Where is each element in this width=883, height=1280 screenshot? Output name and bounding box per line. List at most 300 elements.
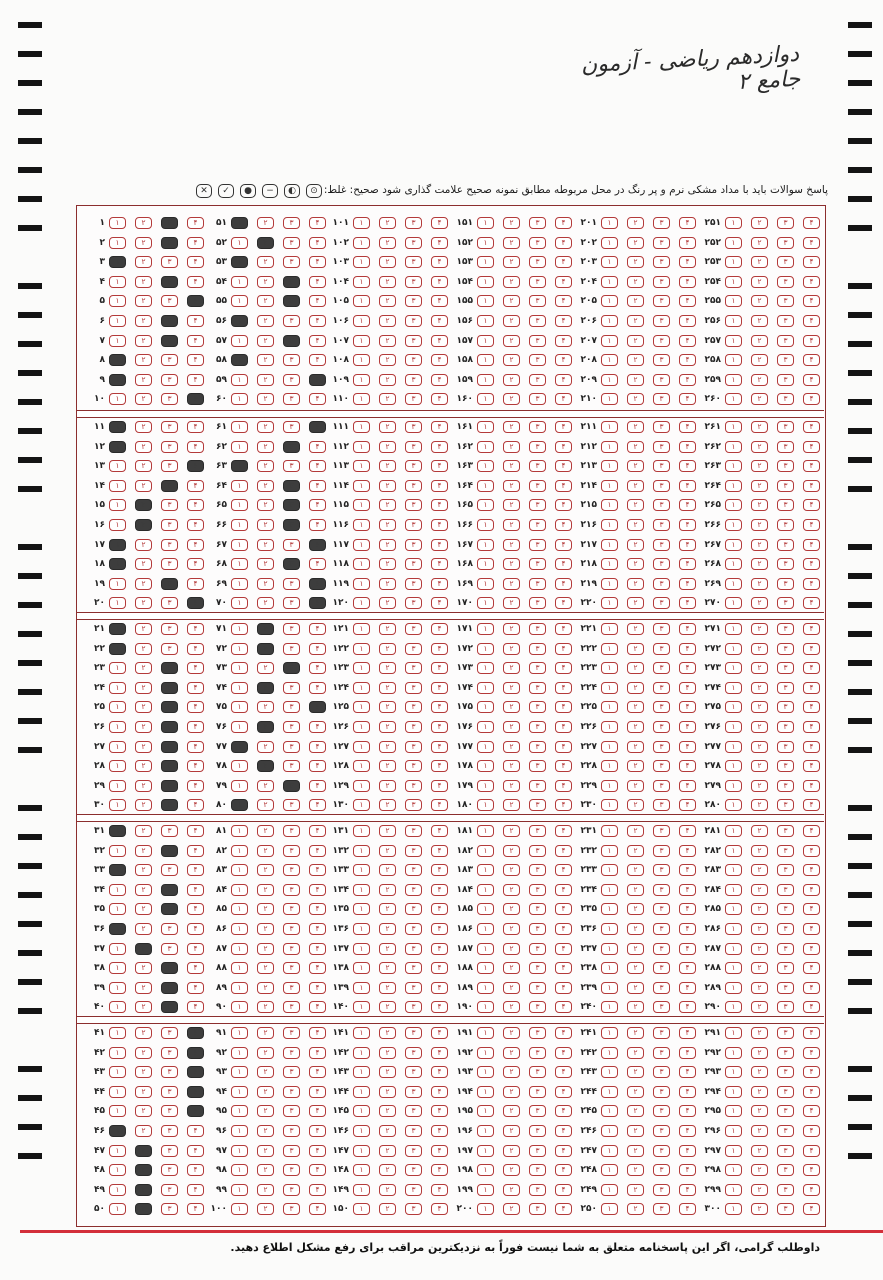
answer-bubble[interactable]: ۳ — [653, 1184, 670, 1196]
answer-bubble[interactable]: ۴ — [187, 374, 204, 386]
answer-bubble[interactable]: ۲ — [379, 578, 396, 590]
answer-bubble[interactable]: ۲ — [751, 519, 768, 531]
answer-bubble[interactable]: ۱ — [231, 597, 248, 609]
answer-bubble[interactable]: ۲ — [257, 760, 274, 772]
answer-bubble[interactable]: ۴ — [187, 643, 204, 655]
answer-bubble[interactable]: ۴ — [187, 982, 204, 994]
answer-bubble[interactable]: ۴ — [431, 315, 448, 327]
answer-bubble[interactable]: ۲ — [257, 393, 274, 405]
answer-bubble[interactable]: ۲ — [135, 1066, 152, 1078]
answer-bubble[interactable]: ۳ — [283, 315, 300, 327]
answer-bubble[interactable]: ۳ — [161, 1027, 178, 1039]
answer-bubble[interactable]: ۳ — [161, 623, 178, 635]
answer-bubble[interactable]: ۴ — [431, 1125, 448, 1137]
answer-bubble[interactable]: ۱ — [601, 1086, 618, 1098]
answer-bubble[interactable]: ۴ — [803, 539, 820, 551]
answer-bubble[interactable]: ۲ — [503, 682, 520, 694]
answer-bubble[interactable]: ۳ — [405, 335, 422, 347]
answer-bubble[interactable]: ۱ — [477, 374, 494, 386]
answer-bubble[interactable]: ۴ — [803, 578, 820, 590]
answer-bubble[interactable]: ۱ — [725, 539, 742, 551]
answer-bubble[interactable]: ۴ — [555, 903, 572, 915]
answer-bubble[interactable]: ۳ — [653, 539, 670, 551]
answer-bubble[interactable]: ۱ — [353, 335, 370, 347]
answer-bubble[interactable]: ۱ — [601, 374, 618, 386]
answer-bubble[interactable]: ۲ — [379, 558, 396, 570]
answer-bubble[interactable]: ۳ — [653, 943, 670, 955]
answer-bubble[interactable]: ۲ — [379, 903, 396, 915]
answer-bubble[interactable]: ۱ — [231, 780, 248, 792]
answer-bubble[interactable]: ۱ — [725, 864, 742, 876]
answer-bubble[interactable]: ۲ — [379, 1001, 396, 1013]
answer-bubble[interactable]: ۲ — [135, 315, 152, 327]
answer-bubble[interactable]: ۴ — [803, 962, 820, 974]
answer-bubble[interactable]: ۱ — [109, 884, 126, 896]
answer-bubble[interactable]: ۳ — [283, 982, 300, 994]
answer-bubble[interactable]: ۴ — [679, 643, 696, 655]
answer-bubble[interactable]: ۴ — [431, 1184, 448, 1196]
answer-bubble[interactable]: ۲ — [503, 1105, 520, 1117]
answer-bubble[interactable]: ۳ — [283, 374, 300, 386]
answer-bubble[interactable]: ۴ — [187, 623, 204, 635]
answer-bubble[interactable]: ۱ — [353, 393, 370, 405]
answer-bubble[interactable]: ۳ — [405, 393, 422, 405]
answer-bubble[interactable]: ۲ — [503, 295, 520, 307]
answer-bubble[interactable]: ۳ — [283, 1047, 300, 1059]
answer-bubble[interactable]: ۲ — [751, 480, 768, 492]
answer-bubble[interactable]: ۲ — [751, 1066, 768, 1078]
answer-bubble[interactable]: ۴ — [187, 539, 204, 551]
answer-bubble[interactable]: ۳ — [653, 421, 670, 433]
answer-bubble[interactable]: ۳ — [653, 374, 670, 386]
answer-bubble[interactable]: ۲ — [135, 1145, 152, 1157]
answer-bubble[interactable]: ۴ — [803, 1066, 820, 1078]
answer-bubble[interactable]: ۴ — [679, 335, 696, 347]
answer-bubble[interactable]: ۴ — [555, 799, 572, 811]
answer-bubble[interactable]: ۳ — [405, 682, 422, 694]
answer-bubble[interactable]: ۲ — [751, 682, 768, 694]
answer-bubble[interactable]: ۱ — [725, 741, 742, 753]
answer-bubble[interactable]: ۱ — [477, 441, 494, 453]
answer-bubble[interactable]: ۲ — [751, 335, 768, 347]
answer-bubble[interactable]: ۱ — [601, 237, 618, 249]
answer-bubble[interactable]: ۲ — [751, 1001, 768, 1013]
answer-bubble[interactable]: ۳ — [161, 256, 178, 268]
answer-bubble[interactable]: ۱ — [231, 903, 248, 915]
answer-bubble[interactable]: ۲ — [257, 1066, 274, 1078]
answer-bubble[interactable]: ۳ — [777, 799, 794, 811]
answer-bubble[interactable]: ۲ — [257, 374, 274, 386]
answer-bubble[interactable]: ۱ — [109, 864, 126, 876]
answer-bubble[interactable]: ۳ — [529, 1001, 546, 1013]
answer-bubble[interactable]: ۳ — [283, 354, 300, 366]
answer-bubble[interactable]: ۳ — [653, 962, 670, 974]
answer-bubble[interactable]: ۴ — [803, 1047, 820, 1059]
answer-bubble[interactable]: ۲ — [257, 662, 274, 674]
answer-bubble[interactable]: ۳ — [405, 643, 422, 655]
answer-bubble[interactable]: ۲ — [627, 1164, 644, 1176]
answer-bubble[interactable]: ۱ — [109, 760, 126, 772]
answer-bubble[interactable]: ۴ — [555, 1125, 572, 1137]
answer-bubble[interactable]: ۱ — [601, 1001, 618, 1013]
answer-bubble[interactable]: ۲ — [627, 499, 644, 511]
answer-bubble[interactable]: ۲ — [503, 421, 520, 433]
answer-bubble[interactable]: ۴ — [187, 799, 204, 811]
answer-bubble[interactable]: ۲ — [627, 217, 644, 229]
answer-bubble[interactable]: ۱ — [477, 1164, 494, 1176]
answer-bubble[interactable]: ۱ — [353, 374, 370, 386]
answer-bubble[interactable]: ۴ — [555, 1086, 572, 1098]
answer-bubble[interactable]: ۱ — [231, 1066, 248, 1078]
answer-bubble[interactable]: ۲ — [257, 597, 274, 609]
answer-bubble[interactable]: ۲ — [503, 799, 520, 811]
answer-bubble[interactable]: ۱ — [477, 539, 494, 551]
answer-bubble[interactable]: ۲ — [627, 1066, 644, 1078]
answer-bubble[interactable]: ۱ — [477, 558, 494, 570]
answer-bubble[interactable]: ۳ — [283, 441, 300, 453]
answer-bubble[interactable]: ۱ — [231, 760, 248, 772]
answer-bubble[interactable]: ۲ — [257, 903, 274, 915]
answer-bubble[interactable]: ۱ — [725, 903, 742, 915]
answer-bubble[interactable]: ۳ — [283, 1105, 300, 1117]
answer-bubble[interactable]: ۱ — [231, 539, 248, 551]
answer-bubble[interactable]: ۴ — [803, 276, 820, 288]
answer-bubble[interactable]: ۳ — [405, 597, 422, 609]
answer-bubble[interactable]: ۳ — [161, 460, 178, 472]
answer-bubble[interactable]: ۴ — [309, 962, 326, 974]
answer-bubble[interactable]: ۲ — [751, 1203, 768, 1215]
answer-bubble[interactable]: ۱ — [725, 845, 742, 857]
answer-bubble[interactable]: ۲ — [257, 519, 274, 531]
answer-bubble[interactable]: ۳ — [161, 682, 178, 694]
answer-bubble[interactable]: ۲ — [503, 597, 520, 609]
answer-bubble[interactable]: ۱ — [477, 276, 494, 288]
answer-bubble[interactable]: ۲ — [627, 962, 644, 974]
answer-bubble[interactable]: ۴ — [679, 923, 696, 935]
answer-bubble[interactable]: ۲ — [751, 1184, 768, 1196]
answer-bubble[interactable]: ۱ — [353, 315, 370, 327]
answer-bubble[interactable]: ۱ — [725, 1066, 742, 1078]
answer-bubble[interactable]: ۱ — [231, 1001, 248, 1013]
answer-bubble[interactable]: ۲ — [503, 903, 520, 915]
answer-bubble[interactable]: ۲ — [257, 1164, 274, 1176]
answer-bubble[interactable]: ۴ — [431, 217, 448, 229]
answer-bubble[interactable]: ۴ — [679, 741, 696, 753]
answer-bubble[interactable]: ۱ — [109, 845, 126, 857]
answer-bubble[interactable]: ۴ — [309, 499, 326, 511]
answer-bubble[interactable]: ۴ — [679, 295, 696, 307]
answer-bubble[interactable]: ۱ — [725, 1145, 742, 1157]
answer-bubble[interactable]: ۱ — [353, 799, 370, 811]
answer-bubble[interactable]: ۴ — [803, 393, 820, 405]
answer-bubble[interactable]: ۳ — [161, 295, 178, 307]
answer-bubble[interactable]: ۴ — [187, 962, 204, 974]
answer-bubble[interactable]: ۳ — [405, 519, 422, 531]
answer-bubble[interactable]: ۱ — [109, 539, 126, 551]
answer-bubble[interactable]: ۲ — [751, 276, 768, 288]
answer-bubble[interactable]: ۴ — [309, 662, 326, 674]
answer-bubble[interactable]: ۲ — [751, 597, 768, 609]
answer-bubble[interactable]: ۱ — [353, 623, 370, 635]
answer-bubble[interactable]: ۱ — [725, 237, 742, 249]
answer-bubble[interactable]: ۴ — [555, 962, 572, 974]
answer-bubble[interactable]: ۲ — [751, 421, 768, 433]
answer-bubble[interactable]: ۳ — [161, 578, 178, 590]
answer-bubble[interactable]: ۳ — [283, 962, 300, 974]
answer-bubble[interactable]: ۲ — [503, 1027, 520, 1039]
answer-bubble[interactable]: ۱ — [353, 1001, 370, 1013]
answer-bubble[interactable]: ۴ — [679, 1164, 696, 1176]
answer-bubble[interactable]: ۴ — [431, 1066, 448, 1078]
answer-bubble[interactable]: ۴ — [555, 825, 572, 837]
answer-bubble[interactable]: ۴ — [309, 315, 326, 327]
answer-bubble[interactable]: ۳ — [283, 519, 300, 531]
answer-bubble[interactable]: ۲ — [135, 864, 152, 876]
answer-bubble[interactable]: ۱ — [725, 982, 742, 994]
answer-bubble[interactable]: ۱ — [477, 780, 494, 792]
answer-bubble[interactable]: ۴ — [431, 1086, 448, 1098]
answer-bubble[interactable]: ۴ — [187, 393, 204, 405]
answer-bubble[interactable]: ۲ — [627, 335, 644, 347]
answer-bubble[interactable]: ۳ — [405, 943, 422, 955]
answer-bubble[interactable]: ۲ — [627, 578, 644, 590]
answer-bubble[interactable]: ۲ — [627, 845, 644, 857]
answer-bubble[interactable]: ۲ — [627, 558, 644, 570]
answer-bubble[interactable]: ۴ — [309, 578, 326, 590]
answer-bubble[interactable]: ۲ — [257, 421, 274, 433]
answer-bubble[interactable]: ۴ — [803, 217, 820, 229]
answer-bubble[interactable]: ۴ — [555, 499, 572, 511]
answer-bubble[interactable]: ۳ — [161, 1184, 178, 1196]
answer-bubble[interactable]: ۳ — [161, 1164, 178, 1176]
answer-bubble[interactable]: ۴ — [187, 825, 204, 837]
answer-bubble[interactable]: ۲ — [503, 480, 520, 492]
answer-bubble[interactable]: ۲ — [379, 441, 396, 453]
answer-bubble[interactable]: ۳ — [653, 701, 670, 713]
answer-bubble[interactable]: ۲ — [627, 760, 644, 772]
answer-bubble[interactable]: ۲ — [503, 825, 520, 837]
answer-bubble[interactable]: ۱ — [601, 903, 618, 915]
answer-bubble[interactable]: ۴ — [803, 780, 820, 792]
answer-bubble[interactable]: ۴ — [555, 721, 572, 733]
answer-bubble[interactable]: ۲ — [627, 276, 644, 288]
answer-bubble[interactable]: ۲ — [379, 799, 396, 811]
answer-bubble[interactable]: ۲ — [257, 354, 274, 366]
answer-bubble[interactable]: ۲ — [379, 923, 396, 935]
answer-bubble[interactable]: ۴ — [555, 441, 572, 453]
answer-bubble[interactable]: ۳ — [405, 421, 422, 433]
answer-bubble[interactable]: ۲ — [379, 374, 396, 386]
answer-bubble[interactable]: ۴ — [679, 760, 696, 772]
answer-bubble[interactable]: ۲ — [503, 982, 520, 994]
answer-bubble[interactable]: ۲ — [135, 721, 152, 733]
answer-bubble[interactable]: ۴ — [431, 662, 448, 674]
answer-bubble[interactable]: ۲ — [503, 962, 520, 974]
answer-bubble[interactable]: ۱ — [231, 962, 248, 974]
answer-bubble[interactable]: ۱ — [601, 393, 618, 405]
answer-bubble[interactable]: ۴ — [679, 825, 696, 837]
answer-bubble[interactable]: ۳ — [405, 237, 422, 249]
answer-bubble[interactable]: ۱ — [353, 943, 370, 955]
answer-bubble[interactable]: ۴ — [309, 217, 326, 229]
answer-bubble[interactable]: ۳ — [405, 441, 422, 453]
answer-bubble[interactable]: ۴ — [431, 982, 448, 994]
answer-bubble[interactable]: ۳ — [777, 578, 794, 590]
answer-bubble[interactable]: ۱ — [725, 1001, 742, 1013]
answer-bubble[interactable]: ۳ — [405, 460, 422, 472]
answer-bubble[interactable]: ۴ — [555, 682, 572, 694]
answer-bubble[interactable]: ۲ — [257, 578, 274, 590]
answer-bubble[interactable]: ۱ — [353, 1086, 370, 1098]
answer-bubble[interactable]: ۱ — [231, 923, 248, 935]
answer-bubble[interactable]: ۳ — [529, 499, 546, 511]
answer-bubble[interactable]: ۴ — [679, 421, 696, 433]
answer-bubble[interactable]: ۴ — [803, 701, 820, 713]
answer-bubble[interactable]: ۱ — [353, 256, 370, 268]
answer-bubble[interactable]: ۱ — [725, 923, 742, 935]
answer-bubble[interactable]: ۴ — [679, 1145, 696, 1157]
answer-bubble[interactable]: ۳ — [777, 480, 794, 492]
answer-bubble[interactable]: ۱ — [601, 721, 618, 733]
answer-bubble[interactable]: ۱ — [477, 335, 494, 347]
answer-bubble[interactable]: ۳ — [653, 623, 670, 635]
answer-bubble[interactable]: ۱ — [477, 354, 494, 366]
answer-bubble[interactable]: ۴ — [431, 295, 448, 307]
answer-bubble[interactable]: ۴ — [803, 1105, 820, 1117]
answer-bubble[interactable]: ۳ — [777, 1125, 794, 1137]
answer-bubble[interactable]: ۱ — [725, 1047, 742, 1059]
answer-bubble[interactable]: ۲ — [135, 1086, 152, 1098]
answer-bubble[interactable]: ۴ — [431, 682, 448, 694]
answer-bubble[interactable]: ۴ — [309, 623, 326, 635]
answer-bubble[interactable]: ۳ — [161, 558, 178, 570]
answer-bubble[interactable]: ۴ — [309, 1203, 326, 1215]
answer-bubble[interactable]: ۲ — [627, 721, 644, 733]
answer-bubble[interactable]: ۳ — [405, 701, 422, 713]
answer-bubble[interactable]: ۴ — [555, 884, 572, 896]
answer-bubble[interactable]: ۳ — [283, 923, 300, 935]
answer-bubble[interactable]: ۳ — [283, 276, 300, 288]
answer-bubble[interactable]: ۳ — [161, 643, 178, 655]
answer-bubble[interactable]: ۴ — [187, 741, 204, 753]
answer-bubble[interactable]: ۱ — [601, 1105, 618, 1117]
answer-bubble[interactable]: ۱ — [109, 1164, 126, 1176]
answer-bubble[interactable]: ۳ — [653, 780, 670, 792]
answer-bubble[interactable]: ۳ — [283, 1066, 300, 1078]
answer-bubble[interactable]: ۴ — [431, 845, 448, 857]
answer-bubble[interactable]: ۲ — [135, 295, 152, 307]
answer-bubble[interactable]: ۴ — [431, 480, 448, 492]
answer-bubble[interactable]: ۱ — [231, 1086, 248, 1098]
answer-bubble[interactable]: ۳ — [283, 623, 300, 635]
answer-bubble[interactable]: ۱ — [725, 721, 742, 733]
answer-bubble[interactable]: ۳ — [777, 845, 794, 857]
answer-bubble[interactable]: ۱ — [601, 701, 618, 713]
answer-bubble[interactable]: ۳ — [653, 480, 670, 492]
answer-bubble[interactable]: ۳ — [161, 539, 178, 551]
answer-bubble[interactable]: ۳ — [405, 1047, 422, 1059]
answer-bubble[interactable]: ۴ — [309, 237, 326, 249]
answer-bubble[interactable]: ۲ — [503, 1203, 520, 1215]
answer-bubble[interactable]: ۴ — [431, 962, 448, 974]
answer-bubble[interactable]: ۴ — [555, 374, 572, 386]
answer-bubble[interactable]: ۲ — [627, 682, 644, 694]
answer-bubble[interactable]: ۳ — [653, 558, 670, 570]
answer-bubble[interactable]: ۴ — [187, 1047, 204, 1059]
answer-bubble[interactable]: ۴ — [187, 237, 204, 249]
answer-bubble[interactable]: ۴ — [431, 1164, 448, 1176]
answer-bubble[interactable]: ۳ — [529, 741, 546, 753]
answer-bubble[interactable]: ۳ — [777, 217, 794, 229]
answer-bubble[interactable]: ۱ — [231, 276, 248, 288]
answer-bubble[interactable]: ۱ — [477, 1001, 494, 1013]
answer-bubble[interactable]: ۳ — [405, 1066, 422, 1078]
answer-bubble[interactable]: ۳ — [283, 217, 300, 229]
answer-bubble[interactable]: ۳ — [529, 1027, 546, 1039]
answer-bubble[interactable]: ۳ — [653, 982, 670, 994]
answer-bubble[interactable]: ۲ — [257, 237, 274, 249]
answer-bubble[interactable]: ۴ — [555, 578, 572, 590]
answer-bubble[interactable]: ۲ — [257, 1001, 274, 1013]
answer-bubble[interactable]: ۴ — [803, 1086, 820, 1098]
answer-bubble[interactable]: ۳ — [161, 1066, 178, 1078]
answer-bubble[interactable]: ۴ — [431, 1001, 448, 1013]
answer-bubble[interactable]: ۲ — [257, 1027, 274, 1039]
answer-bubble[interactable]: ۱ — [353, 721, 370, 733]
answer-bubble[interactable]: ۳ — [653, 825, 670, 837]
answer-bubble[interactable]: ۲ — [751, 760, 768, 772]
answer-bubble[interactable]: ۳ — [161, 393, 178, 405]
answer-bubble[interactable]: ۳ — [529, 393, 546, 405]
answer-bubble[interactable]: ۳ — [283, 460, 300, 472]
answer-bubble[interactable]: ۴ — [309, 441, 326, 453]
answer-bubble[interactable]: ۳ — [405, 539, 422, 551]
answer-bubble[interactable]: ۳ — [283, 682, 300, 694]
answer-bubble[interactable]: ۱ — [477, 217, 494, 229]
answer-bubble[interactable]: ۲ — [379, 623, 396, 635]
answer-bubble[interactable]: ۴ — [679, 780, 696, 792]
answer-bubble[interactable]: ۳ — [161, 217, 178, 229]
answer-bubble[interactable]: ۱ — [725, 1027, 742, 1039]
answer-bubble[interactable]: ۲ — [379, 217, 396, 229]
answer-bubble[interactable]: ۱ — [601, 460, 618, 472]
answer-bubble[interactable]: ۴ — [555, 315, 572, 327]
answer-bubble[interactable]: ۲ — [751, 441, 768, 453]
answer-bubble[interactable]: ۱ — [353, 982, 370, 994]
answer-bubble[interactable]: ۲ — [503, 460, 520, 472]
answer-bubble[interactable]: ۳ — [283, 1027, 300, 1039]
answer-bubble[interactable]: ۲ — [379, 335, 396, 347]
answer-bubble[interactable]: ۴ — [187, 499, 204, 511]
answer-bubble[interactable]: ۳ — [529, 962, 546, 974]
answer-bubble[interactable]: ۳ — [529, 943, 546, 955]
answer-bubble[interactable]: ۳ — [777, 1184, 794, 1196]
answer-bubble[interactable]: ۲ — [503, 884, 520, 896]
answer-bubble[interactable]: ۴ — [309, 760, 326, 772]
answer-bubble[interactable]: ۲ — [627, 1086, 644, 1098]
answer-bubble[interactable]: ۴ — [309, 701, 326, 713]
answer-bubble[interactable]: ۱ — [601, 884, 618, 896]
answer-bubble[interactable]: ۴ — [431, 884, 448, 896]
answer-bubble[interactable]: ۲ — [627, 1105, 644, 1117]
answer-bubble[interactable]: ۴ — [679, 1047, 696, 1059]
answer-bubble[interactable]: ۲ — [751, 845, 768, 857]
answer-bubble[interactable]: ۱ — [477, 519, 494, 531]
answer-bubble[interactable]: ۳ — [653, 1066, 670, 1078]
answer-bubble[interactable]: ۲ — [257, 1105, 274, 1117]
answer-bubble[interactable]: ۳ — [405, 1145, 422, 1157]
answer-bubble[interactable]: ۲ — [503, 760, 520, 772]
